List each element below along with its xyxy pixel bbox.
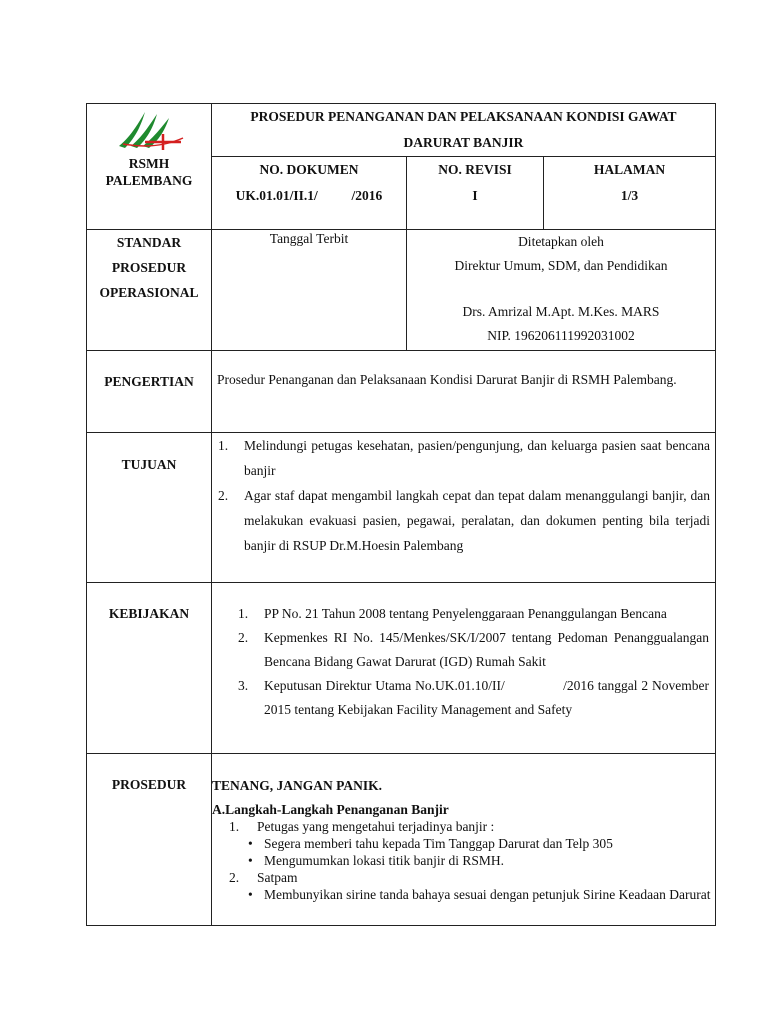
- sop-label-line3: OPERASIONAL: [99, 285, 199, 300]
- org-name: [87, 155, 211, 189]
- list-item: [238, 674, 713, 722]
- logo-cell: [87, 104, 212, 230]
- revision-label: NO. REVISI: [438, 162, 512, 177]
- list-item-number: 1.: [238, 606, 249, 621]
- bullet-item: [212, 886, 715, 903]
- pengertian-text: Prosedur Penanganan dan Pelaksanaan Kondisi Darurat Banjir di RSMH Palembang.: [212, 351, 716, 433]
- issue-date-cell: [212, 230, 407, 351]
- prosedur-label: PROSEDUR: [87, 754, 212, 926]
- kebijakan-list: [238, 602, 713, 722]
- step-item: [212, 869, 715, 886]
- rsmh-logo-icon: [115, 108, 187, 152]
- page-cell: [544, 157, 716, 230]
- approver-title: Direktur Umum, SDM, dan Pendidikan: [454, 258, 668, 273]
- bullet-item: [212, 852, 715, 869]
- bullet-text: Segera memberi tahu kepada Tim Tanggap Darurat dan Telp 305: [264, 836, 613, 851]
- org-name-line2: PALEMBANG: [105, 173, 193, 188]
- sop-label-cell: [87, 230, 212, 351]
- bullet-dot-icon: •: [248, 853, 253, 868]
- doc-number-label: NO. DOKUMEN: [259, 162, 359, 177]
- title-line1: PROSEDUR PENANGANAN DAN PELAKSANAAN KONDISI GAWAT: [250, 109, 677, 124]
- approver-nip: NIP. 196206111992031002: [487, 328, 635, 343]
- document-title: [212, 104, 716, 157]
- org-name-line1: RSMH: [128, 156, 170, 171]
- bullet-text: Membunyikan sirine tanda bahaya sesuai dengan petunjuk Sirine Keadaan Darurat: [264, 887, 711, 902]
- list-item-number: 2.: [238, 630, 249, 645]
- list-item-number: 1.: [218, 438, 229, 453]
- kebijakan-cell: [212, 583, 716, 754]
- prosedur-cell: [212, 754, 716, 926]
- bullet-text: Mengumumkan lokasi titik banjir di RSMH.: [264, 853, 504, 868]
- list-item: [218, 483, 710, 558]
- revision-value: I: [472, 188, 478, 203]
- step-number: 2.: [229, 870, 240, 885]
- sop-table: [86, 103, 716, 926]
- bullet-dot-icon: •: [248, 887, 253, 902]
- tujuan-label: TUJUAN: [87, 433, 212, 583]
- page-value: 1/3: [620, 188, 639, 203]
- issue-date-label: Tanggal Terbit: [269, 231, 349, 246]
- page-label: HALAMAN: [593, 162, 666, 177]
- step-text: Satpam: [257, 870, 298, 885]
- prosedur-heading: TENANG, JANGAN PANIK.: [212, 778, 383, 793]
- list-item-text: PP No. 21 Tahun 2008 tentang Penyelenggaraan Penanggulangan Bencana: [264, 606, 667, 621]
- step-text: Petugas yang mengetahui terjadinya banjir :: [257, 819, 495, 834]
- sop-label-line1: STANDAR: [116, 235, 182, 250]
- doc-number-value: UK.01.01/II.1/ /2016: [235, 188, 383, 203]
- bullet-dot-icon: •: [248, 836, 253, 851]
- pengertian-label: PENGERTIAN: [87, 351, 212, 433]
- revision-cell: [407, 157, 544, 230]
- approval-cell: [407, 230, 716, 351]
- approved-by-label: Ditetapkan oleh: [518, 234, 604, 249]
- title-line2: DARURAT BANJIR: [403, 135, 524, 150]
- tujuan-list: [218, 433, 710, 558]
- prosedur-section-a: A.Langkah-Langkah Penanganan Banjir: [212, 802, 449, 817]
- doc-number-cell: [212, 157, 407, 230]
- list-item-text: Agar staf dapat mengambil langkah cepat dan tepat dalam menanggulangi banjir, dan melakukan evakuasi pasien, pegawai, peralatan, dan dokumen penting bila terjadi banjir di RSUP Dr.M.Hoesin Palembang: [244, 488, 710, 553]
- step-number: 1.: [229, 819, 240, 834]
- list-item-number: 3.: [238, 678, 249, 693]
- kebijakan-label: KEBIJAKAN: [87, 583, 212, 754]
- approver-name: Drs. Amrizal M.Apt. M.Kes. MARS: [462, 304, 660, 319]
- list-item-text: Keputusan Direktur Utama No.UK.01.10/II/ /2016 tanggal 2 November 2015 tentang Kebijakan Facility Management and Safety: [264, 678, 713, 717]
- list-item-number: 2.: [218, 488, 229, 503]
- list-item: [218, 433, 710, 483]
- list-item-text: Kepmenkes RI No. 145/Menkes/SK/I/2007 tentang Pedoman Penanggualangan Bencana Bidang Gawat Darurat (IGD) Rumah Sakit: [264, 630, 709, 669]
- sop-label-line2: PROSEDUR: [111, 260, 187, 275]
- bullet-item: [212, 835, 715, 852]
- list-item: [238, 602, 709, 626]
- list-item: [238, 626, 709, 674]
- step-item: [212, 818, 715, 835]
- tujuan-cell: [212, 433, 716, 583]
- list-item-text: Melindungi petugas kesehatan, pasien/pengunjung, dan keluarga pasien saat bencana banjir: [244, 438, 710, 478]
